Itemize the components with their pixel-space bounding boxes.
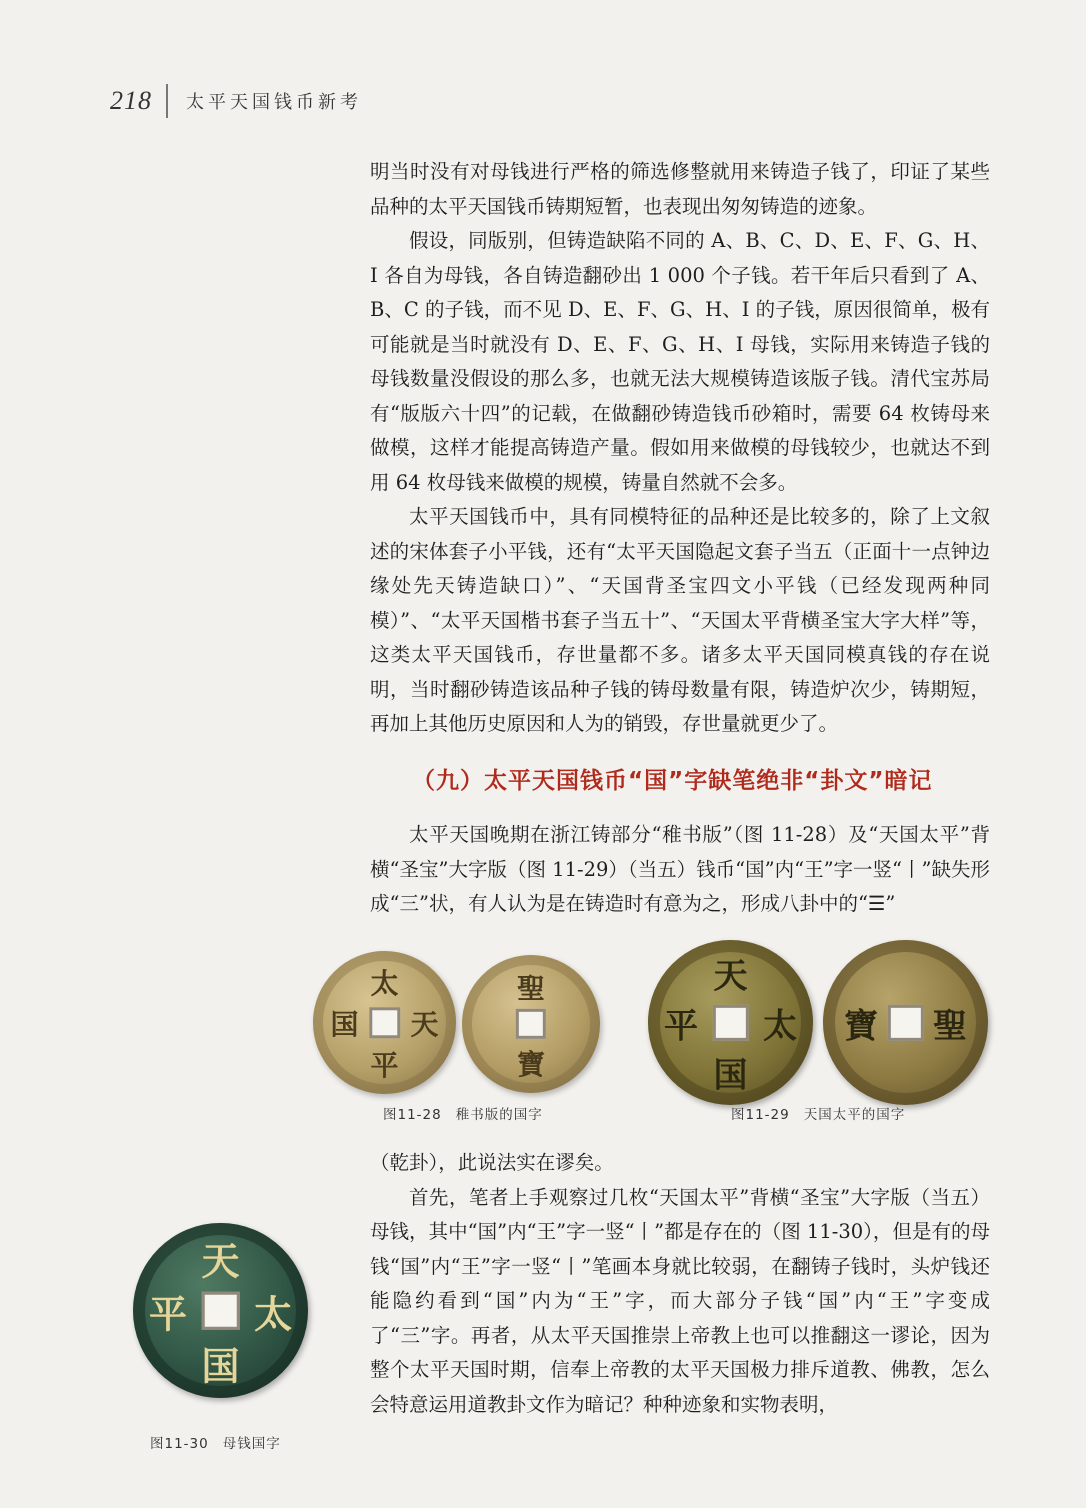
coin-character-bottom: 平 <box>370 1048 399 1082</box>
coin-character-left: 国 <box>330 1007 359 1041</box>
coin-character-bottom: 寶 <box>516 1047 546 1081</box>
coin-square-hole <box>369 1007 400 1038</box>
figure-number: 图11-30 <box>150 1436 209 1452</box>
header-divider <box>166 84 168 118</box>
coin-image-fig28-reverse <box>462 955 600 1093</box>
post-figure-text <box>370 1146 990 1422</box>
paragraph-4: 太平天国晚期在浙江铸部分“稚书版”（图 11-28）及“天国太平”背横“圣宝”大字版（图 11-29）（当五）钱币“国”内“王”字一竖“丨”缺失形成“三”状，有人认为是在铸造时有意为之，形成八卦中的“☰” <box>370 823 990 915</box>
paragraph-2: 假设，同版别，但铸造缺陷不同的 A、B、C、D、E、F、G、H、I 各自为母钱，各自铸造翻砂出 1 000 个子钱。若干年后只看到了 A、B、C 的子钱，而不见 D、E、F、G、H、I 的子钱，原因很简单，极有可能就是当时就没有 D、E、F、G、H、I 母钱，实际用来铸造子钱的母钱数量没假设的那么多，也就无法大规模铸造该版子钱。清代宝苏局有“版版六十四”的记载，在做翻砂铸造钱币砂箱时，需要 64 枚铸母来做模，这样才能提高铸造产量。假如用来做模的母钱较少，也就达不到用 64 枚母钱来做模的规模，铸量自然就不会多。 <box>370 229 990 494</box>
paragraph-5: （乾卦），此说法实在谬矣。 <box>370 1151 614 1174</box>
figure-caption-11-28 <box>383 1103 543 1123</box>
pre-figure-text <box>370 818 990 922</box>
coin-image-fig29-obverse <box>648 940 813 1105</box>
coin-character-bottom: 国 <box>201 1343 240 1389</box>
figure-number: 图11-29 <box>731 1107 790 1123</box>
coin-character-right: 太 <box>763 1006 797 1046</box>
section-heading: （九）太平天国钱币“国”字缺笔绝非“卦文”暗记 <box>412 768 933 794</box>
coin-character-top: 天 <box>713 956 748 997</box>
coin-character-bottom: 国 <box>713 1055 748 1096</box>
paragraph-3: 太平天国钱币中，具有同模特征的品种还是比较多的，除了上文叙述的宋体套子小平钱，还有“太平天国隐起文套子当五（正面十一点钟边缘处先天铸造缺口）”、“天国背圣宝四文小平钱（已经发现两种同模）”、“太平天国楷书套子当五十”、“天国太平背横圣宝大字大样”等，这类太平天国钱币，存世量都不多。诸多太平天国同模真钱的存在说明，当时翻砂铸造该品种子钱的铸母数量有限，铸造炉次少，铸期短，再加上其他历史原因和人为的销毁，存世量就更少了。 <box>370 505 990 735</box>
coin-character-top: 聖 <box>516 971 546 1005</box>
coin-square-hole <box>516 1009 546 1039</box>
upper-text-block <box>370 155 990 742</box>
coin-image-fig30 <box>133 1223 308 1398</box>
coin-image-fig28-obverse <box>313 951 456 1094</box>
coin-square-hole <box>712 1004 748 1040</box>
coin-image-fig29-reverse <box>823 940 988 1105</box>
page-number: 218 <box>110 86 152 115</box>
coin-character-right: 太 <box>253 1291 293 1336</box>
running-head <box>110 84 362 118</box>
coin-character-top: 天 <box>201 1238 240 1284</box>
figure-caption-text: 稚书版的国字 <box>455 1107 543 1123</box>
figure-number: 图11-28 <box>383 1107 442 1123</box>
coin-character-right: 天 <box>410 1007 439 1041</box>
book-title: 太平天国钱币新考 <box>186 92 362 113</box>
coin-character-left: 平 <box>664 1006 698 1046</box>
paragraph-6: 首先，笔者上手观察过几枚“天国太平”背横“圣宝”大字版（当五）母钱，其中“国”内“王”字一竖“丨”都是存在的（图 11-30），但是有的母钱“国”内“王”字一竖“丨”笔画本身就比较弱，在翻铸子钱时，头炉钱还能隐约看到“国”内为“王”字，而大部分子钱“国”内“王”字变成了“三”字。再者，从太平天国推崇上帝教上也可以推翻这一谬论，因为整个太平天国时期，信奉上帝教的太平天国极力排斥道教、佛教，怎么会特意运用道教卦文作为暗记？种种迹象和实物表明， <box>370 1185 990 1416</box>
figure-caption-11-29 <box>731 1103 905 1123</box>
coin-character-left: 寶 <box>843 1006 878 1046</box>
paragraph-1: 明当时没有对母钱进行严格的筛选修整就用来铸造子钱了，印证了某些品种的太平天国钱币铸期短暂，也表现出匆匆铸造的迹象。 <box>370 160 990 218</box>
coin-character-top: 太 <box>370 967 399 1001</box>
figure-caption-11-30 <box>150 1432 281 1452</box>
coin-square-hole <box>887 1004 923 1040</box>
coin-square-hole <box>201 1291 240 1330</box>
figure-caption-text: 天国太平的国字 <box>803 1107 906 1123</box>
coin-character-right: 聖 <box>933 1006 968 1046</box>
coin-character-left: 平 <box>148 1291 188 1336</box>
figure-caption-text: 母钱国字 <box>222 1436 281 1452</box>
